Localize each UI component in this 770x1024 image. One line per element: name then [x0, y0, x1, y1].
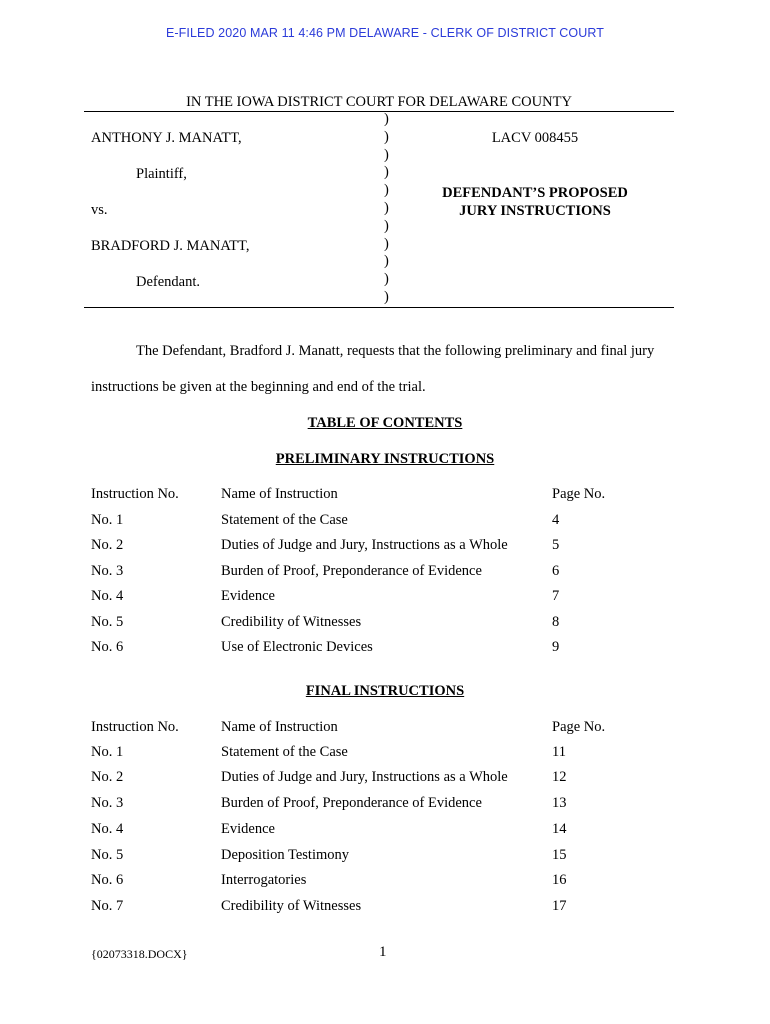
- instruction-page: 14: [552, 821, 567, 837]
- instruction-number: No. 7: [91, 898, 124, 914]
- instruction-page: 13: [552, 795, 567, 811]
- table-row: [91, 588, 691, 608]
- caption-paren: ): [384, 199, 389, 216]
- efiled-stamp: E-FILED 2020 MAR 11 4:46 PM DELAWARE - CLERK OF DISTRICT COURT: [165, 26, 605, 40]
- caption-paren: ): [384, 271, 389, 288]
- defendant-role: Defendant.: [136, 274, 201, 290]
- table-row: [91, 512, 691, 532]
- table-row: [91, 821, 691, 841]
- caption-paren: ): [384, 146, 389, 163]
- col-header-name: Name of Instruction: [221, 719, 338, 735]
- table-row: [91, 537, 691, 557]
- court-title: IN THE IOWA DISTRICT COURT FOR DELAWARE COUNTY: [186, 94, 572, 110]
- final-heading: FINAL INSTRUCTIONS: [305, 683, 465, 699]
- instruction-number: No. 2: [91, 769, 124, 785]
- document-title-line2: JURY INSTRUCTIONS: [459, 203, 611, 219]
- instruction-number: No. 4: [91, 821, 124, 837]
- instruction-name: Evidence: [221, 588, 275, 604]
- table-row: [91, 795, 691, 815]
- instruction-name: Duties of Judge and Jury, Instructions as a Whole: [221, 537, 508, 553]
- instruction-number: No. 2: [91, 537, 124, 553]
- instruction-number: No. 5: [91, 614, 124, 630]
- instruction-page: 6: [552, 563, 560, 579]
- instruction-number: No. 3: [91, 563, 124, 579]
- toc-title: TABLE OF CONTENTS: [307, 415, 463, 431]
- table-row: [91, 639, 691, 659]
- table-row: [91, 563, 691, 583]
- caption-paren: ): [384, 217, 389, 234]
- col-header-page: Page No.: [552, 486, 606, 502]
- case-number: LACV 008455: [491, 130, 579, 146]
- instruction-name: Burden of Proof, Preponderance of Evidence: [221, 563, 482, 579]
- instruction-number: No. 1: [91, 512, 124, 528]
- instruction-page: 16: [552, 872, 567, 888]
- instruction-name: Interrogatories: [221, 872, 307, 888]
- page-number: 1: [379, 944, 387, 960]
- document-title-line1: DEFENDANT’S PROPOSED: [442, 185, 628, 201]
- intro-line-1: The Defendant, Bradford J. Manatt, requests that the following preliminary and final jury: [136, 343, 655, 359]
- caption-paren: ): [384, 235, 389, 252]
- caption-paren: ): [384, 164, 389, 181]
- col-header-instruction-no: Instruction No.: [91, 719, 179, 735]
- instruction-name: Statement of the Case: [221, 744, 348, 760]
- instruction-page: 8: [552, 614, 560, 630]
- instruction-number: No. 3: [91, 795, 124, 811]
- caption-top-rule: [84, 111, 674, 112]
- instruction-page: 11: [552, 744, 566, 760]
- versus-label: vs.: [91, 202, 108, 218]
- plaintiff-name: ANTHONY J. MANATT,: [91, 130, 242, 146]
- caption-paren: ): [384, 128, 389, 145]
- table-row: [91, 744, 691, 764]
- col-header-instruction-no: Instruction No.: [91, 486, 179, 502]
- table-row: [91, 898, 691, 918]
- instruction-page: 4: [552, 512, 560, 528]
- instruction-name: Duties of Judge and Jury, Instructions as a Whole: [221, 769, 508, 785]
- caption-bottom-rule: [84, 307, 674, 308]
- instruction-name: Statement of the Case: [221, 512, 348, 528]
- instruction-page: 17: [552, 898, 567, 914]
- col-header-page: Page No.: [552, 719, 606, 735]
- instruction-name: Use of Electronic Devices: [221, 639, 373, 655]
- table-row: [91, 872, 691, 892]
- instruction-number: No. 4: [91, 588, 124, 604]
- caption-paren: ): [384, 182, 389, 199]
- plaintiff-role: Plaintiff,: [136, 166, 187, 182]
- intro-line-2: instructions be given at the beginning and end of the trial.: [91, 379, 426, 395]
- instruction-page: 12: [552, 769, 567, 785]
- table-header-row: [91, 719, 691, 739]
- table-row: [91, 847, 691, 867]
- table-row: [91, 614, 691, 634]
- instruction-page: 15: [552, 847, 567, 863]
- instruction-number: No. 6: [91, 872, 124, 888]
- instruction-number: No. 5: [91, 847, 124, 863]
- caption-paren: ): [384, 288, 389, 305]
- preliminary-heading: PRELIMINARY INSTRUCTIONS: [275, 451, 495, 467]
- footer-document-id: {02073318.DOCX}: [91, 947, 188, 961]
- table-header-row: [91, 486, 691, 506]
- table-row: [91, 769, 691, 789]
- instruction-page: 7: [552, 588, 560, 604]
- instruction-page: 5: [552, 537, 560, 553]
- caption-paren-column: [384, 111, 389, 307]
- instruction-name: Credibility of Witnesses: [221, 898, 362, 914]
- caption-paren: ): [384, 253, 389, 270]
- document-title: [420, 184, 650, 220]
- instruction-name: Evidence: [221, 821, 275, 837]
- caption-paren: ): [384, 111, 389, 127]
- instruction-name: Credibility of Witnesses: [221, 614, 362, 630]
- instruction-name: Deposition Testimony: [221, 847, 350, 863]
- instruction-number: No. 1: [91, 744, 124, 760]
- instruction-name: Burden of Proof, Preponderance of Evidence: [221, 795, 482, 811]
- instruction-page: 9: [552, 639, 560, 655]
- col-header-name: Name of Instruction: [221, 486, 338, 502]
- defendant-name: BRADFORD J. MANATT,: [91, 238, 250, 254]
- instruction-number: No. 6: [91, 639, 124, 655]
